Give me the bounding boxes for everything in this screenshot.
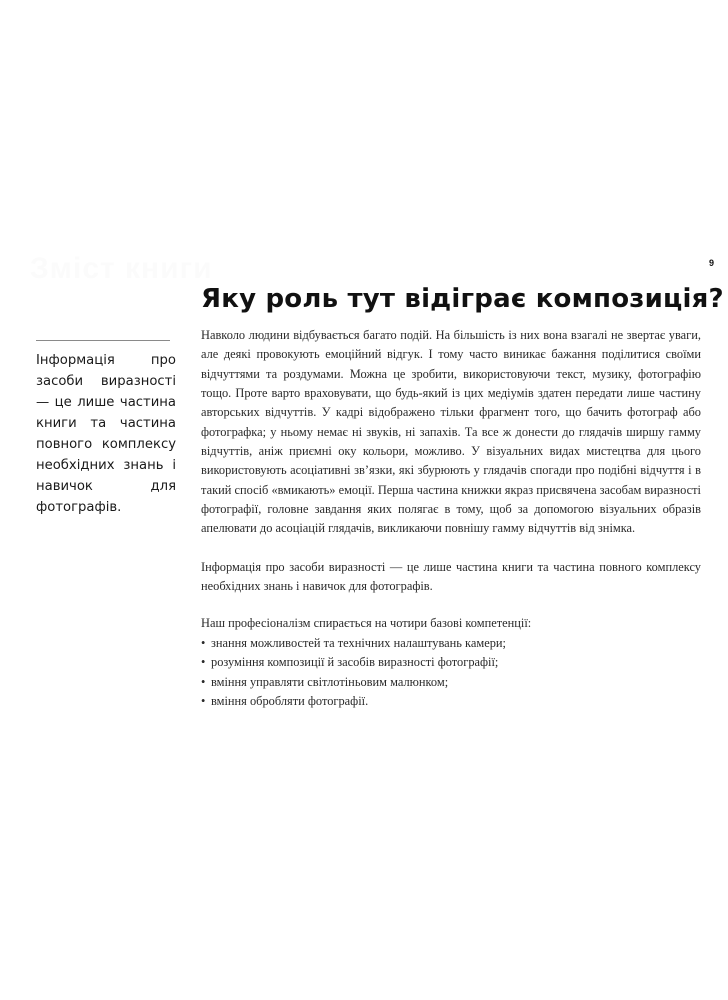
body-paragraph: Навколо людини відбувається багато подій. На більшість із них вона взагалі не звертає уваги, але деякі провокують емоційний відгук. І тому часто виникає бажання поділитися своїми відчуттями та роздумами. Можна це зробити, використовуючи текст, музику, фотографію тощо. Проте варто враховувати, що будь-який із цих медіумів здатен передати лише частину авторських відчуттів. У кадрі відображено тільки фрагмент того, що бачить фотограф або фотографка; у ньому немає ні звуків, ні запахів. Та все ж донести до глядачів ширшу гамму відчуттів, аніж приємні оку кольори, можливо. У візуальних видах мистецтва для цього використовують асоціативні зв’язки, які збурюють у глядачів спогади про подібні відчуття і в такий спосіб «вмикають» емоції. Перша частина книжки якраз присвячена засобам виразності фотографії, головне завдання яких полягає в тому, щоб за допомогою візуальних образів апелювати до асоціацій глядачів, викликаючи повнішу гамму відчуттів від знімка. — [201, 328, 701, 536]
list-item-text: вміння обробляти фотографії. — [211, 693, 369, 708]
list-item-text: розуміння композиції й засобів виразності фотографії; — [211, 655, 499, 670]
list-item — [201, 692, 701, 711]
page-number: 9 — [708, 258, 714, 268]
list-item-text: знання можливостей та технічних налаштувань камери; — [211, 635, 506, 650]
main-text — [201, 326, 701, 711]
body-paragraph: Інформація про засоби виразності — це лише частина книги та частина повного комплексу необхідних знань і навичок для фотографів. — [201, 559, 701, 594]
sidebar — [36, 342, 176, 518]
list-intro: Наш професіоналізм спирається на чотири базові компетенції: — [201, 616, 532, 631]
bullet-icon: • — [201, 674, 206, 689]
list-item-text: вміння управляти світлотіньовим малюнком; — [211, 674, 449, 689]
list-item — [201, 673, 701, 692]
list-item — [201, 653, 701, 672]
chapter-title: Яку роль тут відіграє композиція? — [201, 284, 724, 314]
list-item — [201, 634, 701, 653]
bullet-icon: • — [201, 635, 206, 650]
bullet-icon: • — [201, 693, 206, 708]
bullet-icon: • — [201, 655, 206, 670]
pull-quote: Інформація про засоби виразності — це лише частина книги та частина повного комплексу необхідних знань і навичок для фотографів. — [36, 353, 176, 515]
sidebar-divider — [36, 340, 170, 341]
competence-list — [201, 634, 701, 711]
header-watermark-text: Зміст книги — [30, 252, 213, 285]
